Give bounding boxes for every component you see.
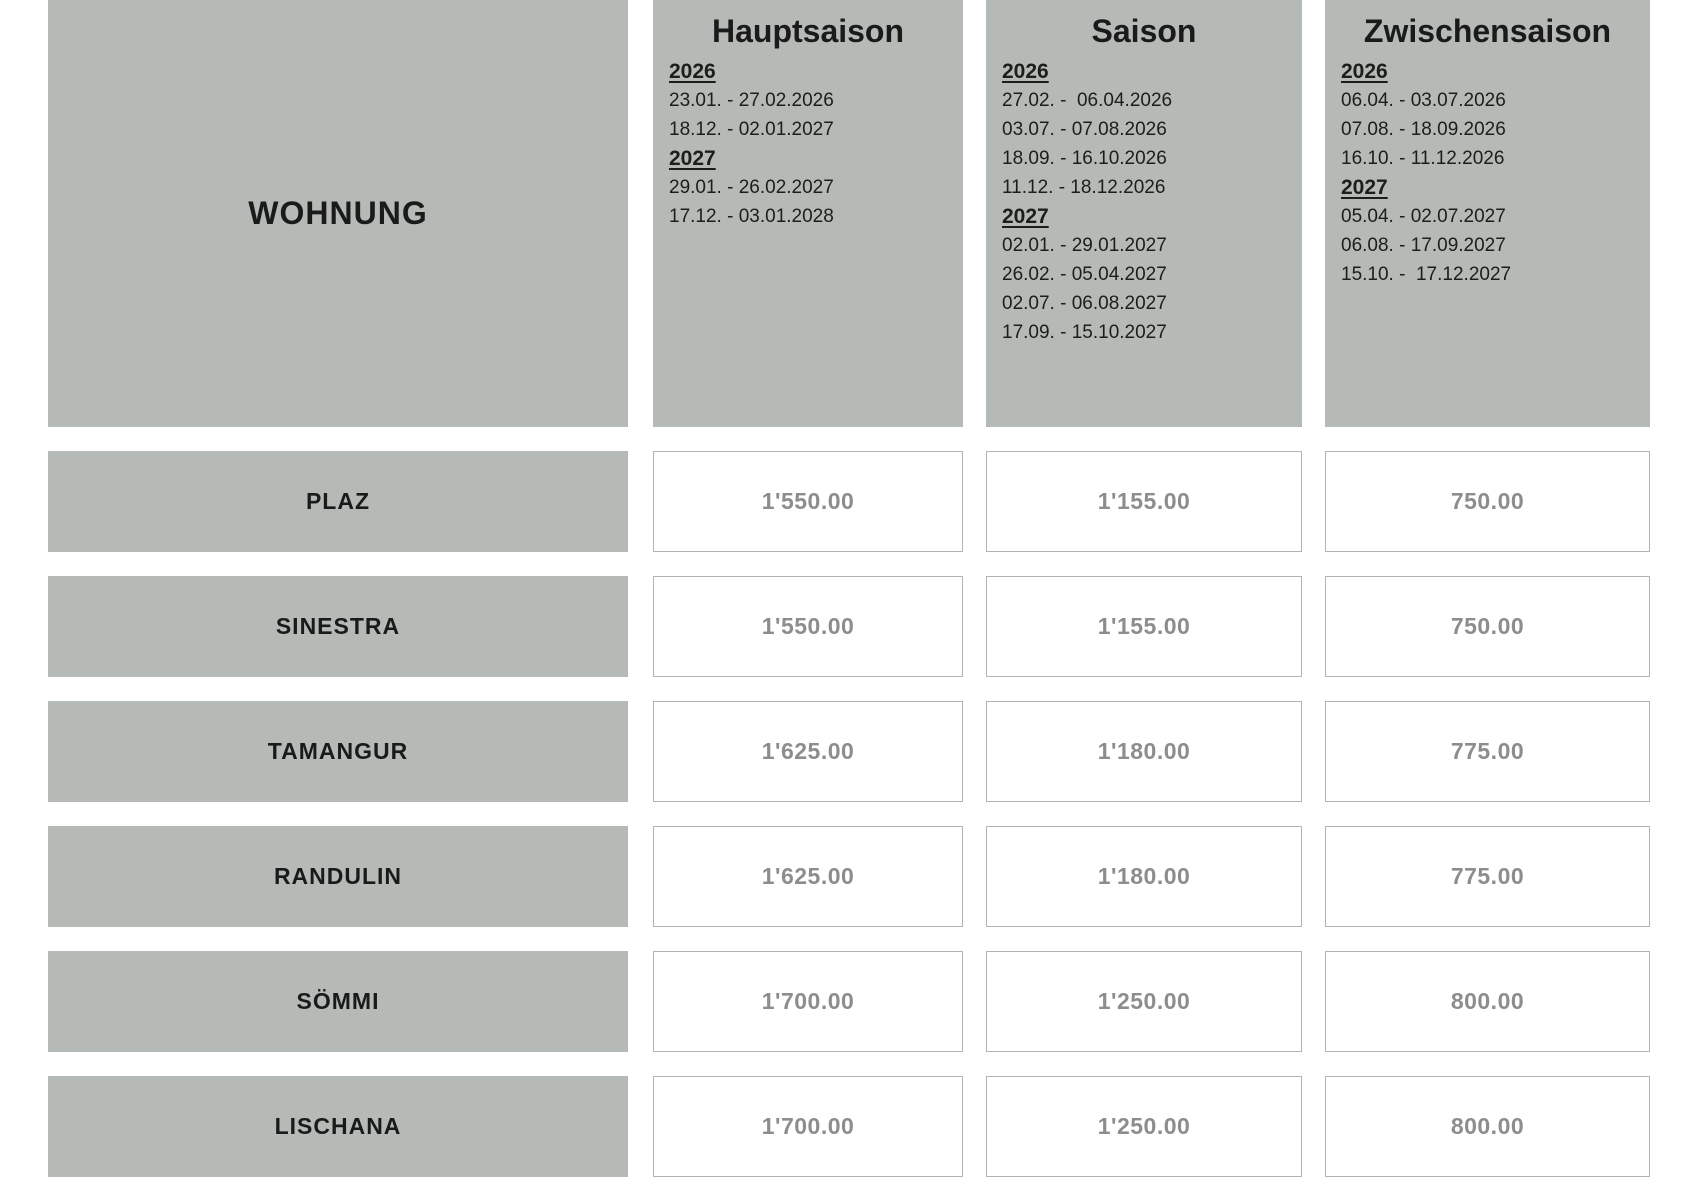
year-label: 2026	[1002, 60, 1049, 83]
date-range: 15.10. - 17.12.2027	[1341, 264, 1512, 285]
season-column-hauptsaison	[653, 0, 963, 427]
price-cell-saison: 1'155.00	[986, 576, 1302, 677]
price-cell-saison: 1'180.00	[986, 701, 1302, 802]
apartment-name-cell: TAMANGUR	[48, 701, 628, 802]
price-cell-saison: 1'155.00	[986, 451, 1302, 552]
season-date-list	[986, 57, 1302, 347]
table-row	[48, 951, 1697, 1052]
apartment-name-cell: SINESTRA	[48, 576, 628, 677]
table-row	[48, 1076, 1697, 1177]
season-date-list	[1325, 57, 1650, 289]
apartment-name-cell: SÖMMI	[48, 951, 628, 1052]
date-range: 23.01. - 27.02.2026	[669, 90, 834, 111]
season-date-list	[653, 57, 963, 231]
wohnung-header-label: WOHNUNG	[248, 195, 428, 231]
price-cell-hauptsaison: 1'625.00	[653, 826, 963, 927]
date-range: 06.04. - 03.07.2026	[1341, 90, 1506, 111]
price-cell-zwischensaison: 800.00	[1325, 1076, 1650, 1177]
date-range: 02.01. - 29.01.2027	[1002, 235, 1167, 256]
price-cell-zwischensaison: 800.00	[1325, 951, 1650, 1052]
date-range: 07.08. - 18.09.2026	[1341, 119, 1506, 140]
season-title: Saison	[1091, 13, 1197, 49]
price-cell-zwischensaison: 750.00	[1325, 576, 1650, 677]
date-range: 03.07. - 07.08.2026	[1002, 119, 1167, 140]
date-range: 18.12. - 02.01.2027	[669, 119, 834, 140]
date-range: 02.07. - 06.08.2027	[1002, 293, 1167, 314]
date-range: 17.12. - 03.01.2028	[669, 206, 834, 227]
price-cell-zwischensaison: 750.00	[1325, 451, 1650, 552]
price-cell-hauptsaison: 1'625.00	[653, 701, 963, 802]
year-label: 2027	[669, 147, 716, 170]
apartment-name-cell: LISCHANA	[48, 1076, 628, 1177]
table-row	[48, 451, 1697, 552]
season-column-saison	[986, 0, 1302, 427]
table-row	[48, 826, 1697, 927]
season-title: Hauptsaison	[711, 13, 905, 49]
price-cell-zwischensaison: 775.00	[1325, 701, 1650, 802]
price-cell-saison: 1'180.00	[986, 826, 1302, 927]
price-cell-hauptsaison: 1'700.00	[653, 951, 963, 1052]
date-range: 11.12. - 18.12.2026	[1002, 177, 1166, 198]
year-label: 2027	[1002, 205, 1049, 228]
price-cell-saison: 1'250.00	[986, 951, 1302, 1052]
date-range: 29.01. - 26.02.2027	[669, 177, 834, 198]
apartment-name-cell: RANDULIN	[48, 826, 628, 927]
price-cell-zwischensaison: 775.00	[1325, 826, 1650, 927]
date-range: 06.08. - 17.09.2027	[1341, 235, 1506, 256]
table-header-row	[48, 0, 1697, 427]
table-row	[48, 701, 1697, 802]
price-cell-saison: 1'250.00	[986, 1076, 1302, 1177]
apartment-name-cell: PLAZ	[48, 451, 628, 552]
date-range: 17.09. - 15.10.2027	[1002, 322, 1167, 343]
year-label: 2027	[1341, 176, 1388, 199]
price-cell-hauptsaison: 1'550.00	[653, 576, 963, 677]
price-cell-hauptsaison: 1'700.00	[653, 1076, 963, 1177]
wohnung-header-cell	[48, 0, 628, 427]
season-title: Zwischensaison	[1363, 13, 1612, 49]
date-range: 26.02. - 05.04.2027	[1002, 264, 1167, 285]
season-column-zwischensaison	[1325, 0, 1650, 427]
table-row	[48, 576, 1697, 677]
year-label: 2026	[669, 60, 716, 83]
date-range: 27.02. - 06.04.2026	[1002, 90, 1173, 111]
date-range: 16.10. - 11.12.2026	[1341, 148, 1505, 169]
date-range: 05.04. - 02.07.2027	[1341, 206, 1506, 227]
year-label: 2026	[1341, 60, 1388, 83]
price-cell-hauptsaison: 1'550.00	[653, 451, 963, 552]
date-range: 18.09. - 16.10.2026	[1002, 148, 1167, 169]
